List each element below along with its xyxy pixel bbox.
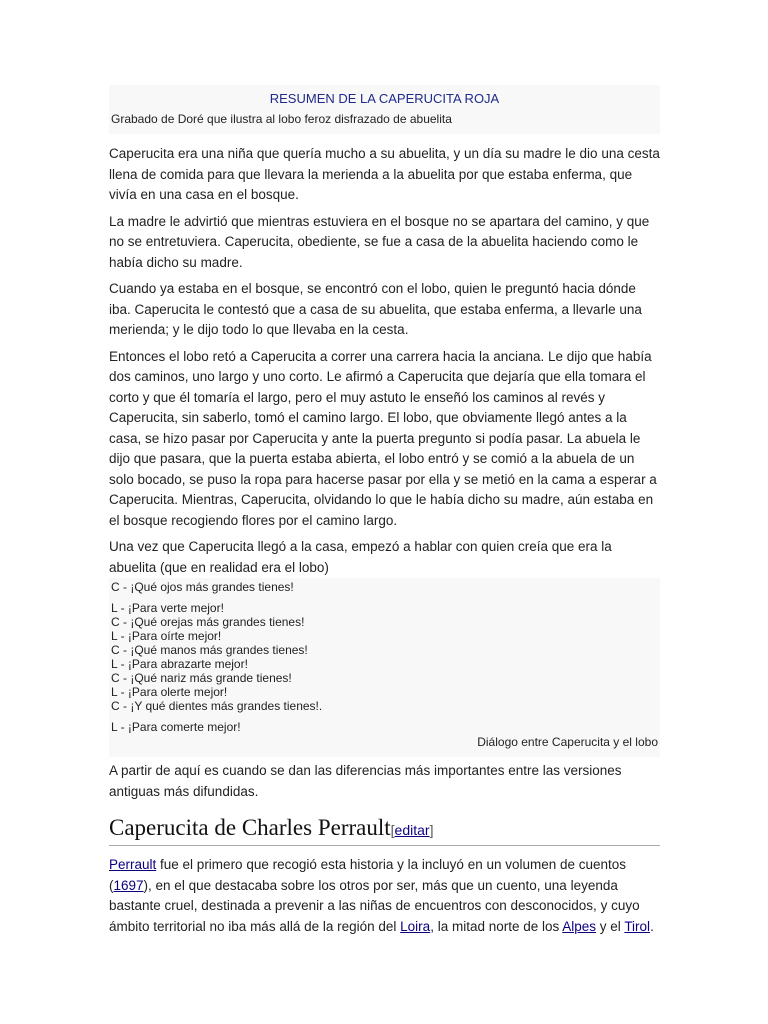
text-span: , la mitad norte de los [430,918,563,934]
link-perrault[interactable]: Perrault [109,857,157,872]
link-loira[interactable]: Loira [400,918,431,934]
link-alpes[interactable]: Alpes [562,918,597,934]
text-span: ), en el que destacaba sobre los otros por ser, más que un cuento, una leyenda bastante cruel, destinada a prevenir a las niñas de encuentros con desconocidos, y cuyo ámbito territorial no iba más allá de la región del [109,877,640,934]
image-caption-box [109,85,660,134]
edit-section [391,822,434,838]
dialog-line: L - ¡Para verte mejor! [111,601,224,615]
paragraph: Caperucita era una niña que quería mucho a su abuelita, y un día su madre le dio una cesta llena de comida para que llevara la merienda a la abuelita por que estaba enferma, que vivía en una casa en el bosque. [109,146,660,202]
paragraph: Cuando ya estaba en el bosque, se encontró con el lobo, quien le preguntó hacia dónde iba. Caperucita le contestó que a casa de su abuelita, que estaba enferma, a llevarle una merienda; y le dijo todo lo que llevaba en la cesta. [109,281,642,337]
paragraph: Una vez que Caperucita llegó a la casa, empezó a hablar con quien creía que era la abuelita (que en realidad era el lobo) [109,539,612,575]
section-heading-text: Caperucita de Charles Perrault [109,815,391,840]
text-span: y el [596,918,625,934]
article [109,85,660,937]
paragraph: A partir de aquí es cuando se dan las diferencias más importantes entre las versiones antiguas más difundidas. [109,763,622,799]
link-1697[interactable]: 1697 [113,877,144,893]
caption-subtitle: Grabado de Doré que ilustra al lobo feroz disfrazado de abuelita [111,112,452,126]
dialog-box [109,578,660,757]
dialog-line: C - ¡Y qué dientes más grandes tienes!. [111,699,323,713]
caption-title: RESUMEN DE LA CAPERUCITA ROJA [269,91,500,106]
paragraph: Entonces el lobo retó a Caperucita a correr una carrera hacia la anciana. Le dijo que había dos caminos, uno largo y uno corto. Le afirmó a Caperucita que dejaría que ella tomara el corto y que él tomaría el largo, pero el muy astuto le enseñó los caminos al revés y Caperucita, sin saberlo, tomó el camino largo. El lobo, que obviamente llegó antes a la casa, se hizo pasar por Caperucita y ante la puerta pregunto si podía pasar. La abuela le dijo que pasara, que la puerta estaba abierta, el lobo entró y se comió a la abuela de un solo bocado, se puso la ropa para hacerse pasar por ella y se metió en la cama a esperar a Caperucita. Mientras, Caperucita, olvidando lo que le había dicho su madre, aún estaba en el bosque recogiendo flores por el camino largo. [109,348,657,528]
text-span: fue el primero que recogió esta historia y la incluyó en un volumen de cuentos ( [109,857,627,893]
dialog-line: L - ¡Para oírte mejor! [111,629,222,643]
dialog-line: C - ¡Qué ojos más grandes tienes! [111,580,294,594]
link-tirol[interactable]: Tirol [624,918,651,934]
dialog-line: L - ¡Para abrazarte mejor! [111,657,248,671]
dialog-line: C - ¡Qué manos más grandes tienes! [111,643,308,657]
dialog-line: C - ¡Qué nariz más grande tienes! [111,671,292,685]
dialog-line: C - ¡Qué orejas más grandes tienes! [111,615,305,629]
edit-bracket-close: ] [429,822,434,838]
dialog-caption: Diálogo entre Caperucita y el lobo [477,735,658,749]
dialog-line: L - ¡Para olerte mejor! [111,685,228,699]
paragraph: La madre le advirtió que mientras estuviera en el bosque no se apartara del camino, y que no se entretuviera. Caperucita, obediente, se fue a casa de la abuelita haciendo como le había dicho su madre. [109,213,650,270]
section-heading [109,814,660,846]
dialog-line: L - ¡Para comerte mejor! [111,720,241,734]
text-span: . [650,918,654,934]
paragraph [109,855,660,937]
edit-link[interactable]: editar [394,822,430,838]
edit-bracket-open: [ [390,822,395,838]
